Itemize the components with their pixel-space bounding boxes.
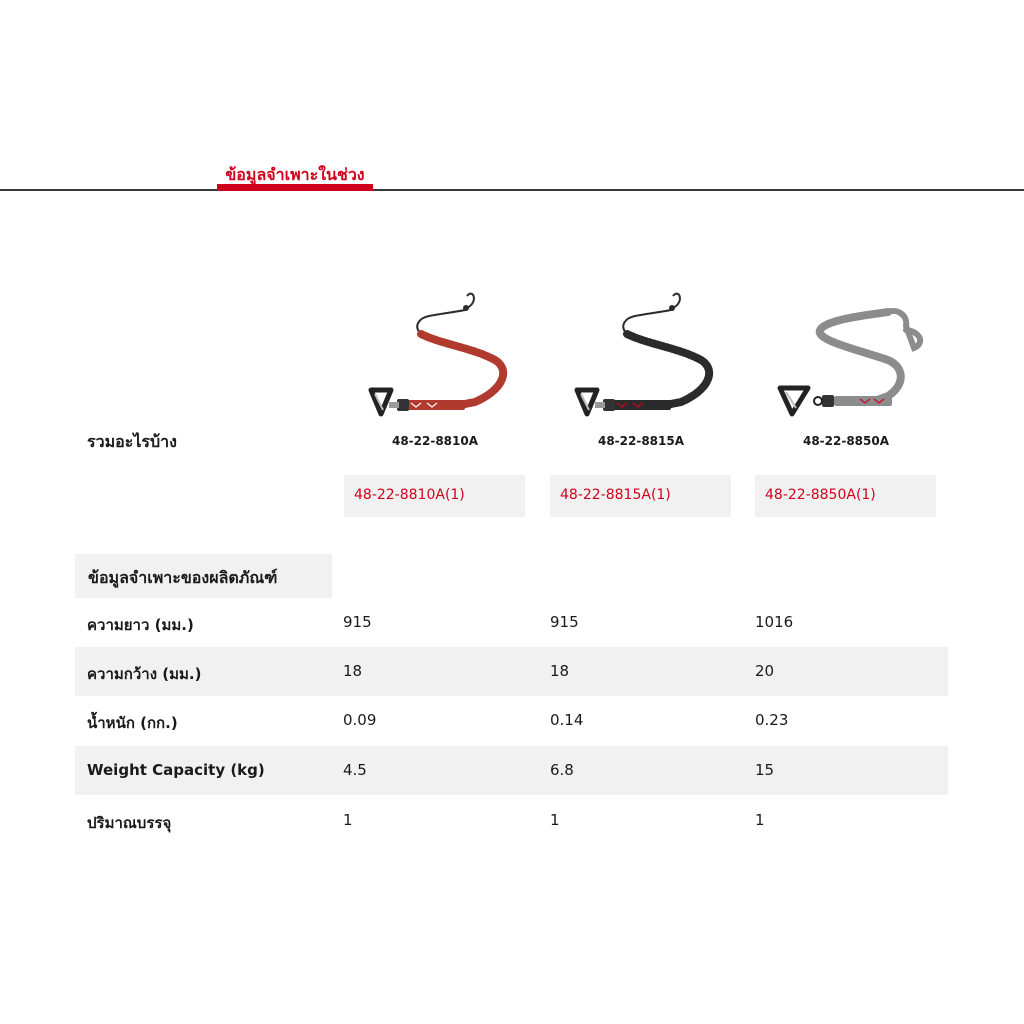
spec-label: ความกว้าง (มม.) — [87, 665, 202, 683]
tool-lanyard-image — [551, 286, 731, 426]
product-link-2-label[interactable]: 48-22-8815A(1) — [560, 487, 671, 503]
product-image-3 — [756, 286, 936, 426]
tool-lanyard-image — [345, 286, 525, 426]
spec-value: 0.14 — [550, 711, 584, 729]
spec-row-width — [75, 647, 948, 696]
spec-value: 0.09 — [343, 711, 377, 729]
product-code-1: 48-22-8810A — [391, 434, 479, 448]
spec-value: 6.8 — [550, 761, 574, 779]
product-link-2[interactable] — [550, 475, 731, 517]
spec-value: 15 — [755, 761, 775, 779]
spec-value: 0.23 — [755, 711, 789, 729]
product-code-3: 48-22-8850A — [802, 434, 890, 448]
spec-value: 1 — [343, 811, 353, 829]
spec-label: น้ำหนัก (กก.) — [87, 714, 178, 732]
spec-value: 4.5 — [343, 761, 367, 779]
spec-value: 915 — [343, 613, 372, 631]
spec-label: Weight Capacity (kg) — [87, 761, 265, 779]
product-link-3[interactable] — [755, 475, 936, 517]
spec-label: ปริมาณบรรจุ — [87, 814, 172, 832]
spec-value: 18 — [343, 662, 363, 680]
spec-value: 18 — [550, 662, 570, 680]
product-image-2 — [551, 286, 731, 426]
header-divider — [0, 189, 1024, 191]
tool-lanyard-image — [756, 286, 936, 426]
product-image-1 — [345, 286, 525, 426]
included-items-label: รวมอะไรบ้าง — [87, 432, 177, 451]
product-link-1-label[interactable]: 48-22-8810A(1) — [354, 487, 465, 503]
spec-table-title: ข้อมูลจำเพาะของผลิตภัณฑ์ — [88, 568, 278, 587]
spec-row-quantity — [75, 796, 948, 845]
spec-row-weight — [75, 696, 948, 745]
spec-row-weight-capacity — [75, 746, 948, 795]
product-code-2: 48-22-8815A — [597, 434, 685, 448]
section-tab-label: ข้อมูลจำเพาะในช่วง — [225, 165, 365, 184]
section-tab-underline — [217, 184, 373, 191]
spec-row-length — [75, 598, 948, 647]
spec-value: 915 — [550, 613, 579, 631]
spec-table-header — [75, 554, 332, 598]
product-link-3-label[interactable]: 48-22-8850A(1) — [765, 487, 876, 503]
spec-value: 1 — [755, 811, 765, 829]
product-link-1[interactable] — [344, 475, 525, 517]
spec-label: ความยาว (มม.) — [87, 616, 194, 634]
spec-value: 20 — [755, 662, 775, 680]
section-tab[interactable] — [217, 160, 373, 192]
spec-value: 1 — [550, 811, 560, 829]
spec-value: 1016 — [755, 613, 794, 631]
